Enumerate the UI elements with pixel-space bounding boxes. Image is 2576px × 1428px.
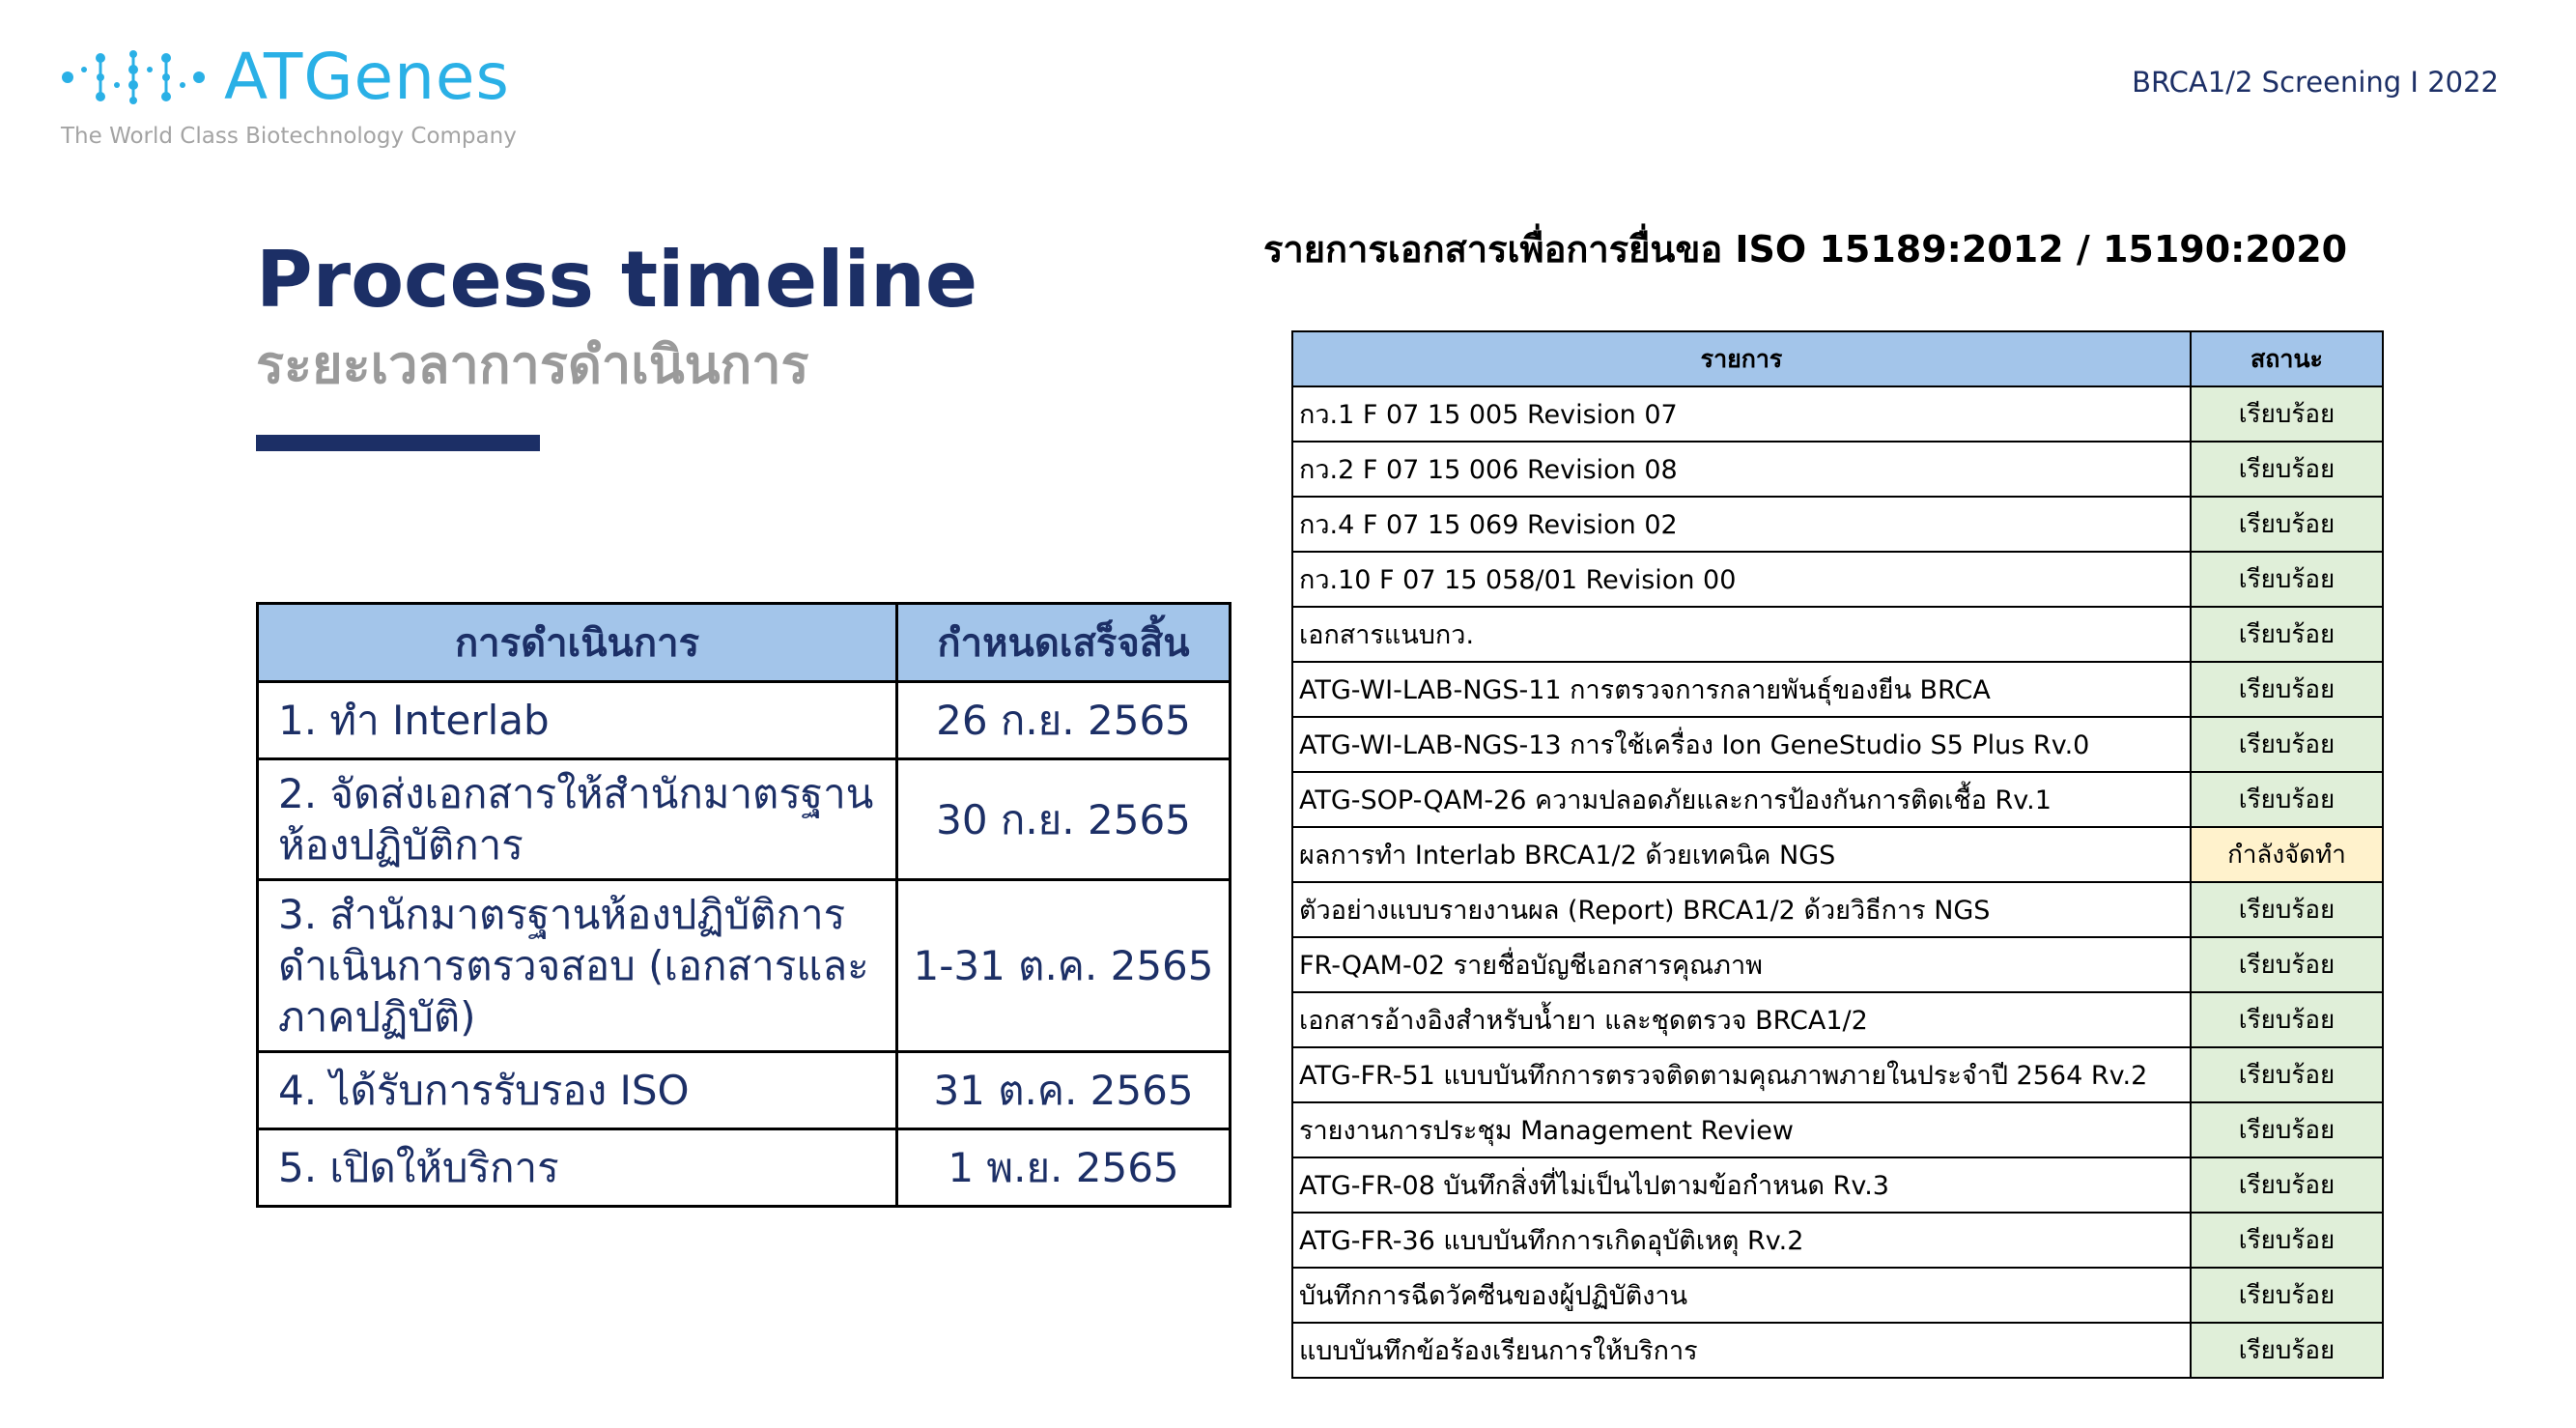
document-row: [1292, 386, 2383, 442]
document-status-badge: เรียบร้อย: [2191, 607, 2383, 662]
document-item: เอกสารแนบกว.: [1292, 607, 2191, 662]
document-status-badge: เรียบร้อย: [2191, 772, 2383, 827]
document-row: [1292, 937, 2383, 992]
document-header-row: [1292, 331, 2383, 386]
document-item: ATG-WI-LAB-NGS-11 การตรวจการกลายพันธุ์ของยีน BRCA: [1292, 662, 2191, 717]
timeline-header-task: การดำเนินการ: [258, 604, 897, 682]
document-item: รายงานการประชุม Management Review: [1292, 1102, 2191, 1157]
document-list-title: รายการเอกสารเพื่อการยื่นขอ ISO 15189:2012 / 15190:2020: [1263, 228, 2348, 271]
document-item: กว.4 F 07 15 069 Revision 02: [1292, 497, 2191, 552]
document-row: [1292, 992, 2383, 1047]
document-status-badge: เรียบร้อย: [2191, 552, 2383, 607]
document-status-badge: เรียบร้อย: [2191, 1157, 2383, 1213]
title-accent-bar: [256, 435, 540, 451]
document-status-badge: เรียบร้อย: [2191, 717, 2383, 772]
document-item: กว.10 F 07 15 058/01 Revision 00: [1292, 552, 2191, 607]
timeline-date: 1 พ.ย. 2565: [897, 1129, 1231, 1207]
document-status-table: [1291, 330, 2384, 1379]
document-item: เอกสารอ้างอิงสำหรับน้ำยา และชุดตรวจ BRCA1/2: [1292, 992, 2191, 1047]
timeline-table: [256, 602, 1231, 1208]
timeline-date: 1-31 ต.ค. 2565: [897, 880, 1231, 1052]
document-item: ATG-FR-36 แบบบันทึกการเกิดอุบัติเหตุ Rv.2: [1292, 1213, 2191, 1268]
document-item: ATG-FR-51 แบบบันทึกการตรวจติดตามคุณภาพภายในประจำปี 2564 Rv.2: [1292, 1047, 2191, 1102]
document-status-badge: เรียบร้อย: [2191, 442, 2383, 497]
document-row: [1292, 1157, 2383, 1213]
document-row: [1292, 827, 2383, 882]
document-status-badge: เรียบร้อย: [2191, 386, 2383, 442]
timeline-row: [258, 759, 1231, 880]
header-project-label: BRCA1/2 Screening I 2022: [2132, 66, 2499, 99]
page-subtitle: ระยะเวลาการดำเนินการ: [256, 334, 809, 395]
timeline-header-date: กำหนดเสร็จสิ้น: [897, 604, 1231, 682]
document-item: ATG-FR-08 บันทึกสิ่งที่ไม่เป็นไปตามข้อกำหนด Rv.3: [1292, 1157, 2191, 1213]
document-status-badge: เรียบร้อย: [2191, 882, 2383, 937]
document-row: [1292, 1268, 2383, 1323]
timeline-row: [258, 682, 1231, 759]
timeline-row: [258, 1129, 1231, 1207]
document-header-status: สถานะ: [2191, 331, 2383, 386]
document-row: [1292, 1213, 2383, 1268]
timeline-task: 2. จัดส่งเอกสารให้สำนักมาตรฐานห้องปฏิบัติการ: [258, 759, 897, 880]
document-status-badge: เรียบร้อย: [2191, 1323, 2383, 1378]
timeline-row: [258, 880, 1231, 1052]
document-row: [1292, 1102, 2383, 1157]
timeline-task: 3. สำนักมาตรฐานห้องปฏิบัติการดำเนินการตรวจสอบ (เอกสารและภาคปฏิบัติ): [258, 880, 897, 1052]
document-item: FR-QAM-02 รายชื่อบัญชีเอกสารคุณภาพ: [1292, 937, 2191, 992]
document-row: [1292, 607, 2383, 662]
atgenes-logo: [60, 40, 601, 158]
timeline-header-row: [258, 604, 1231, 682]
timeline-row: [258, 1052, 1231, 1129]
document-item: แบบบันทึกข้อร้องเรียนการให้บริการ: [1292, 1323, 2191, 1378]
document-status-badge: เรียบร้อย: [2191, 1213, 2383, 1268]
timeline-task: 4. ได้รับการรับรอง ISO: [258, 1052, 897, 1129]
document-row: [1292, 772, 2383, 827]
document-row: [1292, 662, 2383, 717]
document-header-item: รายการ: [1292, 331, 2191, 386]
timeline-date: 26 ก.ย. 2565: [897, 682, 1231, 759]
document-status-badge: เรียบร้อย: [2191, 497, 2383, 552]
document-row: [1292, 1323, 2383, 1378]
document-status-badge: เรียบร้อย: [2191, 662, 2383, 717]
document-status-badge: เรียบร้อย: [2191, 1047, 2383, 1102]
document-row: [1292, 497, 2383, 552]
document-status-badge: เรียบร้อย: [2191, 937, 2383, 992]
dna-dots-icon: [60, 48, 207, 106]
document-status-badge: กำลังจัดทำ: [2191, 827, 2383, 882]
timeline-date: 30 ก.ย. 2565: [897, 759, 1231, 880]
document-item: กว.2 F 07 15 006 Revision 08: [1292, 442, 2191, 497]
document-status-badge: เรียบร้อย: [2191, 992, 2383, 1047]
timeline-date: 31 ต.ค. 2565: [897, 1052, 1231, 1129]
document-item: ตัวอย่างแบบรายงานผล (Report) BRCA1/2 ด้วยวิธีการ NGS: [1292, 882, 2191, 937]
document-status-badge: เรียบร้อย: [2191, 1102, 2383, 1157]
document-row: [1292, 442, 2383, 497]
document-row: [1292, 1047, 2383, 1102]
logo-tagline: The World Class Biotechnology Company: [61, 124, 517, 149]
document-item: ATG-WI-LAB-NGS-13 การใช้เครื่อง Ion GeneStudio S5 Plus Rv.0: [1292, 717, 2191, 772]
logo-wordmark: ATGenes: [224, 40, 510, 114]
document-status-badge: เรียบร้อย: [2191, 1268, 2383, 1323]
document-item: ATG-SOP-QAM-26 ความปลอดภัยและการป้องกันการติดเชื้อ Rv.1: [1292, 772, 2191, 827]
document-row: [1292, 717, 2383, 772]
document-row: [1292, 882, 2383, 937]
timeline-task: 1. ทำ Interlab: [258, 682, 897, 759]
document-item: ผลการทำ Interlab BRCA1/2 ด้วยเทคนิค NGS: [1292, 827, 2191, 882]
timeline-task: 5. เปิดให้บริการ: [258, 1129, 897, 1207]
document-item: กว.1 F 07 15 005 Revision 07: [1292, 386, 2191, 442]
document-item: บันทึกการฉีดวัคซีนของผู้ปฏิบัติงาน: [1292, 1268, 2191, 1323]
document-row: [1292, 552, 2383, 607]
page-title: Process timeline: [256, 235, 978, 325]
